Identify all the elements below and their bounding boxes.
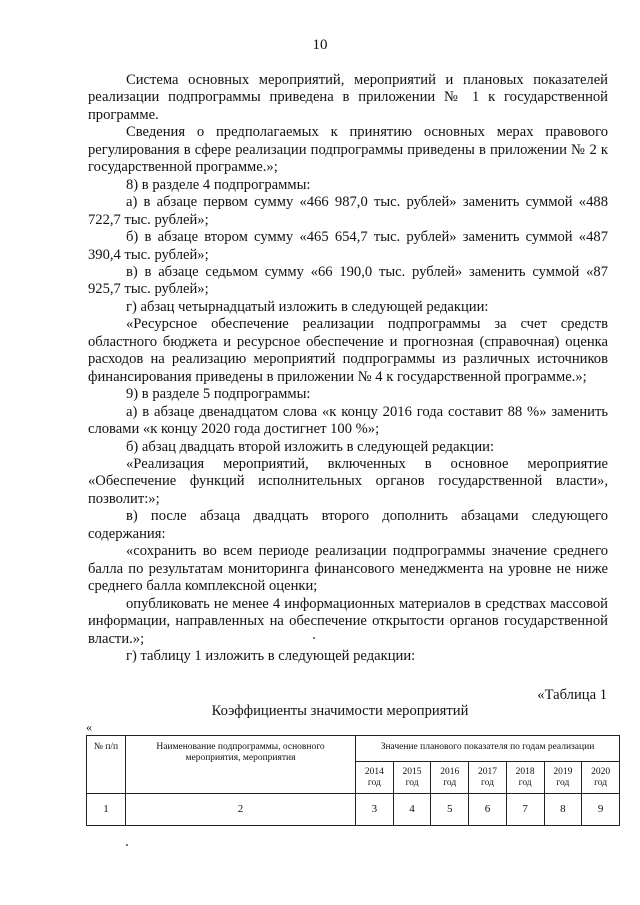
year-unit: год (480, 778, 494, 788)
year-value: 2019 (553, 767, 573, 777)
header-name: Наименование подпрограммы, основного мероприятия, мероприятия (126, 736, 356, 794)
paragraph: б) в абзаце втором сумму «465 654,7 тыс. рублей» заменить суммой «487 390,4 тыс. рублей»; (88, 229, 608, 263)
paragraph: «сохранить во всем периоде реализации подпрограммы значение среднего балла по результатам мониторинга финансового менеджмента на уровне не ниже среднего балла комплексной оценки; (88, 543, 608, 595)
year-value: 2015 (402, 767, 422, 777)
paragraph: Сведения о предполагаемых к принятию основных мерах правового регулирования в сфере реализации подпрограммы приведены в приложении № 2 к государственной программе.»; (88, 124, 608, 176)
table-header-row (87, 736, 620, 762)
scan-dot (313, 637, 315, 639)
table-title: Коэффициенты значимости мероприятий (211, 703, 469, 719)
paragraph: а) в абзаце двенадцатом слова «к концу 2016 года составит 88 %» заменить словами «к концу 2020 года достигнет 100 %»; (88, 403, 608, 438)
year-unit: год (443, 778, 457, 788)
numbering-cell: 6 (469, 794, 507, 826)
paragraph: «Реализация мероприятий, включенных в основное мероприятие «Обеспечение функций исполнительных органов государственной власти», позволит:»; (88, 455, 608, 507)
header-values: Значение планового показателя по годам реализации (356, 736, 620, 762)
table-numbering-row (87, 794, 620, 826)
numbering-cell: 1 (87, 794, 126, 826)
paragraph: опубликовать не менее 4 информационных материалов в средствах массовой информации, направленных на обеспечение открытости органов государственной власти.»; (88, 595, 608, 647)
paragraph: б) абзац двадцать второй изложить в следующей редакции: (126, 438, 495, 455)
numbering-cell: 5 (431, 794, 469, 826)
numbering-cell: 2 (126, 794, 356, 826)
year-header-cell (506, 762, 544, 794)
year-value: 2014 (364, 767, 384, 777)
numbering-cell: 9 (582, 794, 620, 826)
year-header-cell (393, 762, 431, 794)
paragraph: 9) в разделе 5 подпрограммы: (126, 386, 311, 403)
paragraph: в) в абзаце седьмом сумму «66 190,0 тыс. рублей» заменить суммой «87 925,7 тыс. рублей»; (88, 263, 608, 298)
year-unit: год (594, 778, 608, 788)
numbering-cell: 3 (356, 794, 394, 826)
year-header-cell (356, 762, 394, 794)
paragraph: «Ресурсное обеспечение реализации подпрограммы за счет средств областного бюджета и ресурсное обеспечение и прогнозная (справочная) оценка расходов на реализацию мероприятий подпрограммы из различных источников финансирования приведены в приложении № 4 к государственной программе.»; (88, 316, 608, 385)
numbering-cell: 4 (393, 794, 431, 826)
quote-mark: « (86, 720, 92, 734)
year-header-cell (544, 762, 582, 794)
year-header-cell (431, 762, 469, 794)
year-value: 2017 (477, 767, 497, 777)
year-unit: год (367, 778, 381, 788)
year-header-cell (582, 762, 620, 794)
year-value: 2016 (440, 767, 460, 777)
document-body (88, 72, 608, 665)
paragraph: а) в абзаце первом сумму «466 987,0 тыс. рублей» заменить суммой «488 722,7 тыс. рублей»; (88, 194, 608, 228)
numbering-cell: 7 (506, 794, 544, 826)
scan-dot (126, 844, 128, 846)
table-caption: «Таблица 1 (537, 687, 607, 703)
paragraph: г) таблицу 1 изложить в следующей редакции: (126, 647, 416, 664)
year-unit: год (405, 778, 419, 788)
significance-table (86, 735, 620, 826)
paragraph: Система основных мероприятий, мероприятий и плановых показателей реализации подпрограммы приведена в приложении № 1 к государственной программе. (88, 72, 608, 123)
header-number: № п/п (87, 736, 126, 794)
year-unit: год (518, 778, 532, 788)
year-header-cell (469, 762, 507, 794)
year-unit: год (556, 778, 570, 788)
paragraph: в) после абзаца двадцать второго дополнить абзацами следующего содержания: (88, 508, 608, 542)
page-number: 10 (312, 37, 328, 53)
paragraph: г) абзац четырнадцатый изложить в следующей редакции: (126, 298, 489, 315)
paragraph: 8) в разделе 4 подпрограммы: (126, 176, 311, 193)
year-value: 2018 (515, 767, 535, 777)
year-value: 2020 (591, 767, 611, 777)
numbering-cell: 8 (544, 794, 582, 826)
